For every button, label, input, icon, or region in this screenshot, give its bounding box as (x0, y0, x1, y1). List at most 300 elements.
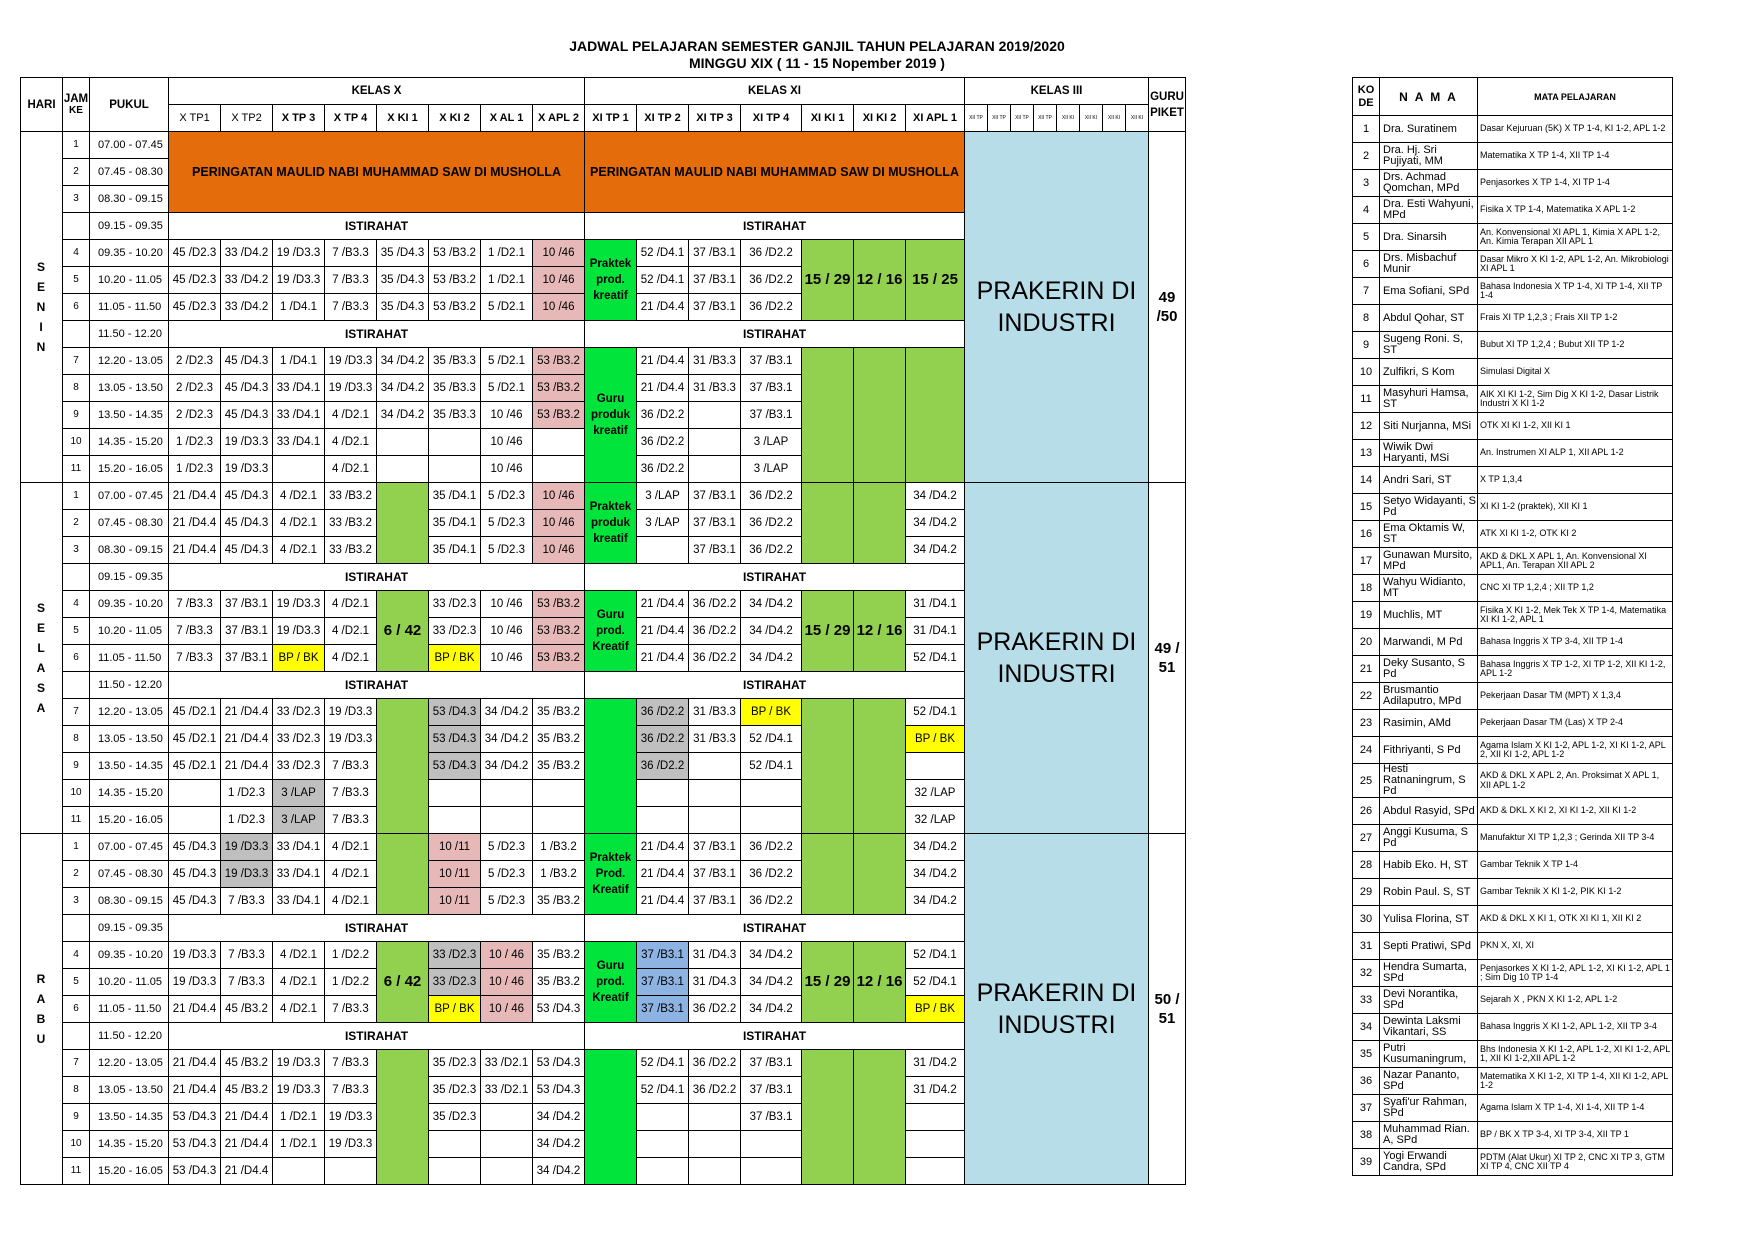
banner-maulid-x: PERINGATAN MAULID NABI MUHAMMAD SAW DI MUSHOLLA (169, 132, 585, 213)
schedule-cell (741, 1131, 802, 1158)
header-class-x: X TP1 (169, 105, 221, 132)
day-label (21, 483, 63, 834)
break-x: ISTIRAHAT (169, 1023, 585, 1050)
schedule-cell: 33 /D2.3 (429, 618, 481, 645)
schedule-cell: 33 /D4.2 (221, 240, 273, 267)
schedule-cell (429, 456, 481, 483)
day-letter: E (36, 280, 46, 294)
day-letter: E (36, 621, 46, 635)
schedule-cell: 4 /D2.1 (273, 537, 325, 564)
schedule-cell: 36 /D2.2 (741, 483, 802, 510)
schedule-cell: 45 /D2.3 (169, 294, 221, 321)
schedule-cell (637, 1131, 689, 1158)
schedule-cell (741, 807, 802, 834)
schedule-cell: 52 /D4.1 (637, 1050, 689, 1077)
schedule-cell: 45 /D2.1 (169, 699, 221, 726)
guru-mapel: Dasar Kejuruan (5K) X TP 1-4, KI 1-2, APL 1-2 (1478, 116, 1673, 143)
header-class-x: X TP2 (221, 105, 273, 132)
time-slot: 07.00 - 07.45 (90, 834, 169, 861)
time-slot: 14.35 - 15.20 (90, 780, 169, 807)
schedule-cell: 19 /D3.3 (273, 618, 325, 645)
guru-nama: Septi Pratiwi, SPd (1380, 933, 1478, 960)
schedule-cell (533, 780, 585, 807)
schedule-cell: 4 /D2.1 (325, 888, 377, 915)
schedule-cell (481, 1131, 533, 1158)
time-slot: 07.00 - 07.45 (90, 483, 169, 510)
schedule-cell: 33 /D4.2 (221, 267, 273, 294)
guru-piket-value: 50 / 51 (1149, 834, 1186, 1185)
schedule-cell: 21 /D4.4 (637, 861, 689, 888)
guru-nama: Dra. Sinarsih (1380, 224, 1478, 251)
green-block (802, 1050, 854, 1185)
jam-ke: 11 (63, 1158, 90, 1185)
schedule-cell: 35 /B3.3 (429, 402, 481, 429)
day-letter: S (36, 260, 46, 274)
guru-kode: 7 (1353, 278, 1380, 305)
green-block (802, 834, 854, 915)
header-class-xii: XII KI (1057, 105, 1080, 132)
guru-mapel: Bahasa Inggris X KI 1-2, APL 1-2, XII TP 3-4 (1478, 1014, 1673, 1041)
schedule-cell: 1 /D2.1 (481, 267, 533, 294)
jam-ke (63, 564, 90, 591)
schedule-cell: 34 /D4.2 (741, 969, 802, 996)
guru-kode: 15 (1353, 494, 1380, 521)
schedule-cell: 5 /D2.1 (481, 348, 533, 375)
schedule-cell: 3 /LAP (273, 780, 325, 807)
schedule-cell: 33 /B3.2 (325, 510, 377, 537)
xi-tp1-block: Guru prod. Kreatif (585, 942, 637, 1023)
guru-kode: 23 (1353, 710, 1380, 737)
schedule-cell: 36 /D2.2 (689, 618, 741, 645)
schedule-cell: 36 /D2.2 (637, 402, 689, 429)
schedule-cell: 53 /D4.3 (169, 1104, 221, 1131)
guru-kode: 12 (1353, 413, 1380, 440)
green-block (377, 483, 429, 564)
guru-nama: Muhammad Rian. A, SPd (1380, 1122, 1478, 1149)
schedule-cell: 3 /LAP (273, 807, 325, 834)
schedule-cell (429, 429, 481, 456)
schedule-cell (689, 753, 741, 780)
schedule-cell: 10 / 46 (481, 996, 533, 1023)
header-class-x: X APL 2 (533, 105, 585, 132)
schedule-cell: 35 /B3.2 (533, 969, 585, 996)
guru-kode: 26 (1353, 798, 1380, 825)
schedule-cell: 19 /D3.3 (273, 591, 325, 618)
schedule-cell: 33 /D4.1 (273, 834, 325, 861)
schedule-cell: 34 /D4.2 (481, 753, 533, 780)
schedule-cell: 19 /D3.3 (273, 1077, 325, 1104)
schedule-cell: 37 /B3.1 (689, 267, 741, 294)
schedule-cell: 33 /D4.1 (273, 429, 325, 456)
time-slot: 14.35 - 15.20 (90, 429, 169, 456)
guru-kode: 18 (1353, 575, 1380, 602)
guru-mapel: OTK XI KI 1-2, XII KI 1 (1478, 413, 1673, 440)
guru-nama: Marwandi, M Pd (1380, 629, 1478, 656)
schedule-cell: 45 /B3.2 (221, 1077, 273, 1104)
schedule-cell (906, 1131, 965, 1158)
header-jam-label: JAM (63, 92, 89, 105)
schedule-cell: 5 /D2.3 (481, 888, 533, 915)
schedule-cell: 35 /D4.1 (429, 483, 481, 510)
schedule-cell: 53 /B3.2 (533, 375, 585, 402)
schedule-cell: 45 /B3.2 (221, 996, 273, 1023)
header-class-xii: XII TP (1011, 105, 1034, 132)
schedule-cell (689, 780, 741, 807)
schedule-cell: 45 /D4.3 (169, 861, 221, 888)
schedule-cell (637, 1104, 689, 1131)
schedule-cell: 19 /D3.3 (273, 240, 325, 267)
schedule-cell: 21 /D4.4 (221, 726, 273, 753)
schedule-cell: 36 /D2.2 (637, 429, 689, 456)
summary-sum_ki2: 12 / 16 (854, 942, 906, 1023)
schedule-cell: 33 /B3.2 (325, 537, 377, 564)
guru-nama: Hesti Ratnaningrum, S Pd (1380, 764, 1478, 798)
header-class-xi: XI APL 1 (906, 105, 965, 132)
guru-kode: 21 (1353, 656, 1380, 683)
schedule-cell: 37 /B3.1 (741, 402, 802, 429)
guru-nama: Setyo Widayanti, S Pd (1380, 494, 1478, 521)
guru-nama: Ema Oktamis W, ST (1380, 521, 1478, 548)
header-kode: KO DE (1353, 78, 1380, 116)
guru-kode: 33 (1353, 987, 1380, 1014)
schedule-cell: 53 /D4.3 (533, 996, 585, 1023)
schedule-cell: 21 /D4.4 (169, 1077, 221, 1104)
schedule-cell: 1 /D4.1 (273, 294, 325, 321)
schedule-cell: 34 /D4.2 (741, 996, 802, 1023)
schedule-cell: 34 /D4.2 (533, 1104, 585, 1131)
schedule-cell (325, 1158, 377, 1185)
schedule-cell (741, 1158, 802, 1185)
header-hari: HARI (21, 78, 63, 132)
guru-kode: 5 (1353, 224, 1380, 251)
jam-ke: 9 (63, 402, 90, 429)
jam-ke: 2 (63, 861, 90, 888)
guru-mapel: Pekerjaan Dasar TM (MPT) X 1,3,4 (1478, 683, 1673, 710)
schedule-cell: 4 /D2.1 (273, 483, 325, 510)
schedule-cell: 35 /D4.3 (377, 267, 429, 294)
schedule-cell: 36 /D2.2 (741, 888, 802, 915)
jam-ke: 1 (63, 132, 90, 159)
header-kelas-xii: KELAS III (965, 78, 1149, 105)
schedule-cell: BP / BK (906, 996, 965, 1023)
schedule-cell: 33 /D2.1 (481, 1077, 533, 1104)
day-letter: I (39, 320, 44, 334)
schedule-cell: 10 / 46 (481, 942, 533, 969)
schedule-cell: 34 /D4.2 (533, 1131, 585, 1158)
schedule-cell: 36 /D2.2 (741, 834, 802, 861)
guru-piket-value: 49 / 51 (1149, 483, 1186, 834)
schedule-cell: 1 /D2.1 (273, 1131, 325, 1158)
xi-tp1-block: Praktek prod. kreatif (585, 240, 637, 321)
header-class-xi: XI KI 1 (802, 105, 854, 132)
schedule-cell: 3 /LAP (741, 429, 802, 456)
break-x: ISTIRAHAT (169, 564, 585, 591)
guru-mapel: Bubut XI TP 1,2,4 ; Bubut XII TP 1-2 (1478, 332, 1673, 359)
schedule-cell: 19 /D3.3 (221, 429, 273, 456)
schedule-cell: 34 /D4.2 (481, 726, 533, 753)
schedule-cell: 53 /B3.2 (429, 267, 481, 294)
schedule-table (20, 77, 1186, 1185)
green-block (377, 699, 429, 834)
xi-tp1-block (585, 1050, 637, 1185)
guru-kode: 27 (1353, 825, 1380, 852)
time-slot: 09.35 - 10.20 (90, 591, 169, 618)
guru-kode: 39 (1353, 1149, 1380, 1176)
time-slot: 13.05 - 13.50 (90, 1077, 169, 1104)
green-block (802, 348, 854, 483)
time-slot: 10.20 - 11.05 (90, 618, 169, 645)
guru-nama: Muchlis, MT (1380, 602, 1478, 629)
summary-x-ki1: 6 / 42 (377, 942, 429, 1023)
schedule-cell: 36 /D2.2 (637, 456, 689, 483)
break-x: ISTIRAHAT (169, 672, 585, 699)
guru-mapel: Bahasa Indonesia X TP 1-4, XI TP 1-4, XII TP 1-4 (1478, 278, 1673, 305)
schedule-cell: 1 /D4.1 (273, 348, 325, 375)
schedule-cell (429, 780, 481, 807)
guru-kode: 32 (1353, 960, 1380, 987)
schedule-cell: 34 /D4.2 (533, 1158, 585, 1185)
time-slot: 10.20 - 11.05 (90, 267, 169, 294)
schedule-cell: 19 /D3.3 (325, 375, 377, 402)
schedule-cell: 7 /B3.3 (325, 1050, 377, 1077)
guru-kode: 20 (1353, 629, 1380, 656)
jam-ke: 3 (63, 186, 90, 213)
schedule-cell: 1 /D2.2 (325, 942, 377, 969)
jam-ke: 4 (63, 240, 90, 267)
schedule-cell: 7 /B3.3 (169, 645, 221, 672)
schedule-cell: 33 /D4.1 (273, 402, 325, 429)
schedule-cell: 53 /B3.2 (429, 294, 481, 321)
guru-nama: Dra. Hj. Sri Pujiyati, MM (1380, 143, 1478, 170)
schedule-cell: 33 /D4.1 (273, 888, 325, 915)
schedule-cell: 37 /B3.1 (689, 240, 741, 267)
guru-kode: 13 (1353, 440, 1380, 467)
schedule-cell: 10 / 46 (481, 969, 533, 996)
schedule-cell: 45 /D4.3 (169, 888, 221, 915)
guru-mapel: AIK XI KI 1-2, Sim Dig X KI 1-2, Dasar Listrik Industri X KI 1-2 (1478, 386, 1673, 413)
guru-nama: Siti Nurjanna, MSi (1380, 413, 1478, 440)
schedule-cell: 10 /46 (481, 591, 533, 618)
time-slot: 13.50 - 14.35 (90, 1104, 169, 1131)
schedule-cell: 35 /D4.3 (377, 240, 429, 267)
guru-nama: Hendra Sumarta, SPd (1380, 960, 1478, 987)
schedule-cell: 1 /B3.2 (533, 834, 585, 861)
guru-mapel: BP / BK X TP 3-4, XI TP 3-4, XII TP 1 (1478, 1122, 1673, 1149)
green-block (377, 834, 429, 915)
banner-maulid-xi: PERINGATAN MAULID NABI MUHAMMAD SAW DI MUSHOLLA (585, 132, 965, 213)
header-kelas-xi: KELAS XI (585, 78, 965, 105)
schedule-cell (689, 1131, 741, 1158)
guru-mapel: Agama Islam X KI 1-2, APL 1-2, XI KI 1-2, APL 2, XII KI 1-2, APL 1-2 (1478, 737, 1673, 764)
schedule-cell: 35 /B3.2 (533, 888, 585, 915)
schedule-cell: 34 /D4.2 (906, 510, 965, 537)
schedule-cell: 21 /D4.4 (637, 888, 689, 915)
guru-kode: 28 (1353, 852, 1380, 879)
schedule-cell (169, 780, 221, 807)
schedule-cell (429, 1131, 481, 1158)
schedule-cell: 52 /D4.1 (637, 267, 689, 294)
header-class-xii: XII TP (1034, 105, 1057, 132)
schedule-cell: 19 /D3.3 (273, 1050, 325, 1077)
schedule-cell: 33 /D2.1 (481, 1050, 533, 1077)
schedule-cell (689, 807, 741, 834)
day-letter: U (36, 1032, 47, 1046)
schedule-cell: 36 /D2.2 (637, 753, 689, 780)
schedule-cell: 37 /B3.1 (741, 375, 802, 402)
schedule-cell: 32 /LAP (906, 807, 965, 834)
schedule-cell: BP / BK (273, 645, 325, 672)
schedule-cell: 45 /D2.1 (169, 753, 221, 780)
schedule-cell: 37 /B3.1 (689, 510, 741, 537)
schedule-cell: 34 /D4.2 (906, 483, 965, 510)
schedule-cell: 19 /D3.3 (169, 942, 221, 969)
green-block (802, 483, 854, 564)
guru-nama: Robin Paul. S, ST (1380, 879, 1478, 906)
jam-ke (63, 672, 90, 699)
title-line-1: JADWAL PELAJARAN SEMESTER GANJIL TAHUN PELAJARAN 2019/2020 (569, 38, 1065, 54)
time-slot: 11.50 - 12.20 (90, 321, 169, 348)
schedule-cell (689, 402, 741, 429)
schedule-cell: BP / BK (429, 645, 481, 672)
guru-mapel: Sejarah X , PKN X KI 1-2, APL 1-2 (1478, 987, 1673, 1014)
schedule-cell: 53 /B3.2 (429, 240, 481, 267)
guru-mapel: Matematika X TP 1-4, XII TP 1-4 (1478, 143, 1673, 170)
schedule-cell: 1 /D2.3 (169, 456, 221, 483)
guru-mapel: Pekerjaan Dasar TM (Las) X TP 2-4 (1478, 710, 1673, 737)
schedule-cell: 4 /D2.1 (273, 969, 325, 996)
schedule-cell: 31 /B3.3 (689, 348, 741, 375)
schedule-cell: 37 /B3.1 (689, 537, 741, 564)
schedule-cell (689, 1104, 741, 1131)
schedule-cell: 52 /D4.1 (637, 1077, 689, 1104)
guru-nama: Yulisa Florina, ST (1380, 906, 1478, 933)
schedule-cell: 37 /B3.1 (689, 861, 741, 888)
header-class-xi: XI TP 4 (741, 105, 802, 132)
time-slot: 11.05 - 11.50 (90, 645, 169, 672)
schedule-cell: 52 /D4.1 (741, 753, 802, 780)
guru-mapel: Bahasa Inggris X TP 1-2, XI TP 1-2, XII KI 1-2, APL 1-2 (1478, 656, 1673, 683)
schedule-cell: 7 /B3.3 (325, 1077, 377, 1104)
guru-kode: 30 (1353, 906, 1380, 933)
guru-mapel: Gambar Teknik X TP 1-4 (1478, 852, 1673, 879)
guru-kode: 1 (1353, 116, 1380, 143)
guru-kode: 25 (1353, 764, 1380, 798)
schedule-cell: 21 /D4.4 (169, 537, 221, 564)
schedule-cell: 53 /D4.3 (169, 1158, 221, 1185)
time-slot: 08.30 - 09.15 (90, 186, 169, 213)
schedule-cell: 21 /D4.4 (169, 510, 221, 537)
schedule-cell: 31 /B3.3 (689, 726, 741, 753)
schedule-cell: 52 /D4.1 (906, 969, 965, 996)
schedule-cell: 36 /D2.2 (689, 1050, 741, 1077)
schedule-cell: 5 /D2.1 (481, 375, 533, 402)
time-slot: 11.50 - 12.20 (90, 1023, 169, 1050)
schedule-cell: 4 /D2.1 (325, 834, 377, 861)
schedule-cell (429, 1158, 481, 1185)
guru-mapel: Frais XI TP 1,2,3 ; Frais XII TP 1-2 (1478, 305, 1673, 332)
guru-nama: Nazar Pananto, SPd (1380, 1068, 1478, 1095)
xi-tp1-block: Guru produk kreatif (585, 348, 637, 483)
schedule-cell: 36 /D2.2 (741, 267, 802, 294)
time-slot: 09.15 - 09.35 (90, 915, 169, 942)
time-slot: 07.00 - 07.45 (90, 132, 169, 159)
schedule-cell: 34 /D4.2 (741, 942, 802, 969)
jam-ke: 11 (63, 807, 90, 834)
schedule-cell: 33 /D2.3 (273, 753, 325, 780)
schedule-cell: 34 /D4.2 (481, 699, 533, 726)
schedule-cell: 1 /B3.2 (533, 861, 585, 888)
guru-nama: Dra. Esti Wahyuni, MPd (1380, 197, 1478, 224)
schedule-cell: 21 /D4.4 (637, 375, 689, 402)
schedule-cell: 37 /B3.1 (689, 834, 741, 861)
document-title (0, 38, 1754, 72)
schedule-cell: 53 /D4.3 (429, 699, 481, 726)
schedule-cell (273, 1158, 325, 1185)
schedule-cell: 34 /D4.2 (906, 861, 965, 888)
schedule-cell: 45 /D4.3 (169, 834, 221, 861)
schedule-cell: 10 /46 (481, 456, 533, 483)
guru-mapel: Penjasorkes X TP 1-4, XI TP 1-4 (1478, 170, 1673, 197)
day-letter: A (36, 701, 47, 715)
schedule-cell: 10 /46 (481, 429, 533, 456)
jam-ke (63, 1023, 90, 1050)
schedule-cell: 4 /D2.1 (273, 510, 325, 537)
guru-kode: 6 (1353, 251, 1380, 278)
header-class-xii: XII KI (1080, 105, 1103, 132)
time-slot: 09.35 - 10.20 (90, 240, 169, 267)
schedule-cell (906, 1104, 965, 1131)
schedule-cell: 7 /B3.3 (221, 888, 273, 915)
schedule-cell (689, 429, 741, 456)
guru-piket-value: 49 /50 (1149, 132, 1186, 483)
schedule-cell: 5 /D2.3 (481, 834, 533, 861)
teacher-table (1352, 77, 1673, 1176)
schedule-cell: 4 /D2.1 (273, 996, 325, 1023)
schedule-cell: 21 /D4.4 (637, 645, 689, 672)
time-slot: 13.05 - 13.50 (90, 375, 169, 402)
guru-nama: Syafi'ur Rahman, SPd (1380, 1095, 1478, 1122)
schedule-cell: 36 /D2.2 (741, 240, 802, 267)
schedule-cell: 37 /B3.1 (741, 1077, 802, 1104)
schedule-cell: 21 /D4.4 (221, 1131, 273, 1158)
day-letter: N (36, 300, 47, 314)
xi-tp1-block (585, 699, 637, 834)
title-line-2: MINGGU XIX ( 11 - 15 Nopember 2019 ) (689, 55, 945, 71)
schedule-cell: 21 /D4.4 (169, 483, 221, 510)
schedule-cell: 33 /D4.2 (221, 294, 273, 321)
day-letter: R (36, 972, 47, 986)
time-slot: 08.30 - 09.15 (90, 537, 169, 564)
schedule-cell: 31 /B3.3 (689, 699, 741, 726)
schedule-cell: 19 /D3.3 (169, 969, 221, 996)
guru-nama: Sugeng Roni. S, ST (1380, 332, 1478, 359)
schedule-cell: 7 /B3.3 (169, 591, 221, 618)
schedule-cell (741, 780, 802, 807)
schedule-cell (481, 1158, 533, 1185)
time-slot: 15.20 - 16.05 (90, 807, 169, 834)
schedule-cell: 31 /B3.3 (689, 375, 741, 402)
time-slot: 09.15 - 09.35 (90, 213, 169, 240)
guru-nama: Masyhuri Hamsa, ST (1380, 386, 1478, 413)
green-block (854, 483, 906, 564)
schedule-cell: 53 /B3.2 (533, 618, 585, 645)
schedule-cell: 4 /D2.1 (325, 402, 377, 429)
schedule-cell (906, 1158, 965, 1185)
schedule-cell: 21 /D4.4 (169, 1050, 221, 1077)
guru-nama: Habib Eko. H, ST (1380, 852, 1478, 879)
schedule-cell: 31 /D4.3 (689, 969, 741, 996)
schedule-cell: 34 /D4.2 (741, 645, 802, 672)
